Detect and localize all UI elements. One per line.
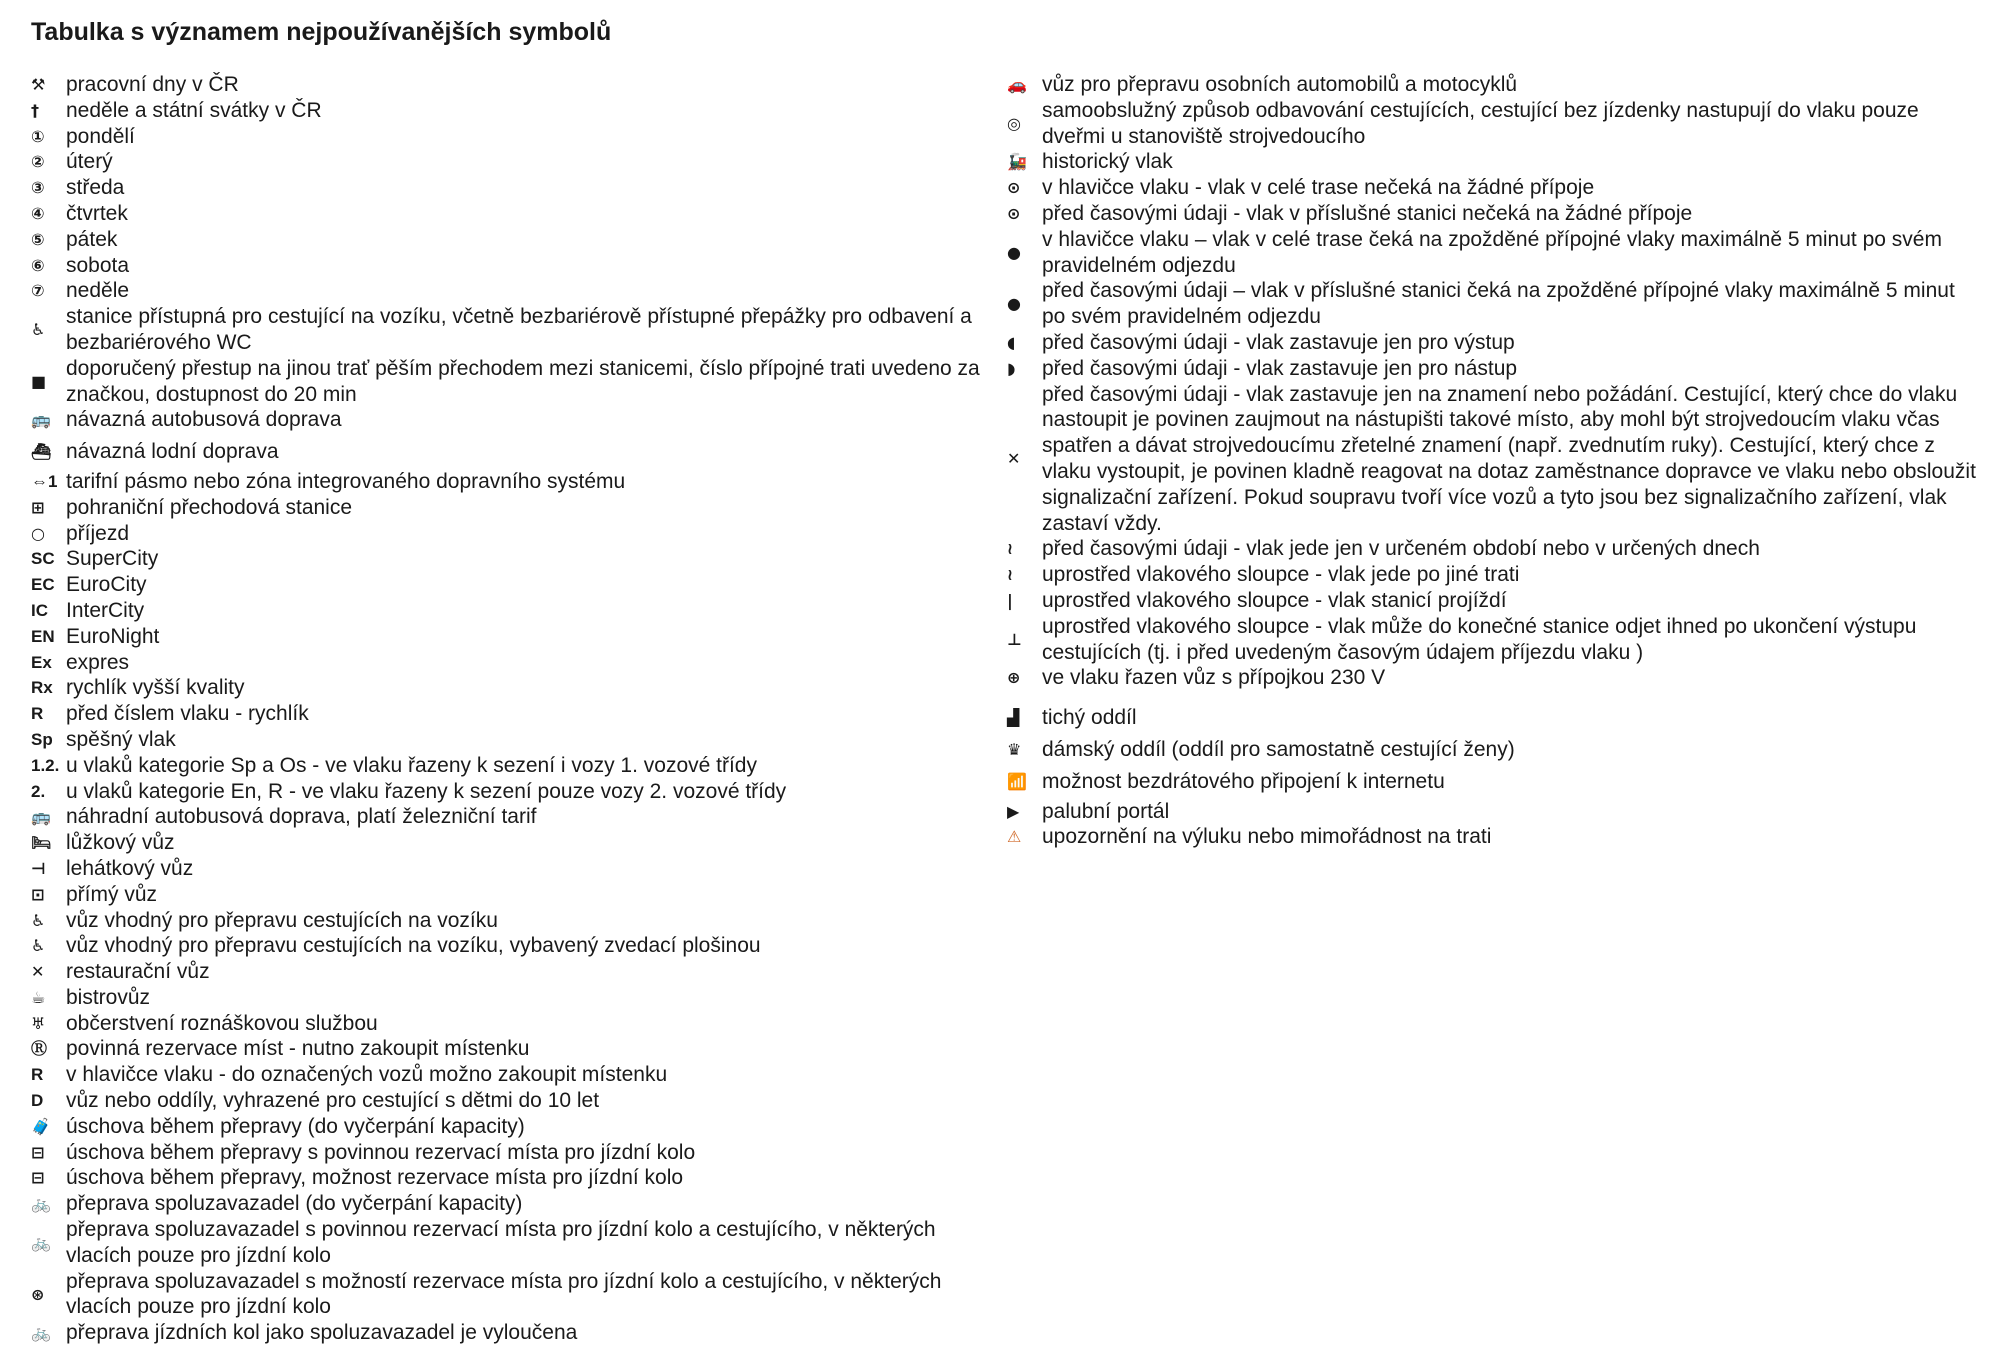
bicycle-optional-icon: ⊛ [31,1284,45,1304]
legend-item [1007,562,1982,588]
legend-item [31,882,1006,908]
legend-item-text: přeprava spoluzavazadel (do vyčerpání kapacity) [66,1192,523,1216]
legend-item [31,1217,1006,1269]
legend-item-text: návazná autobusová doprava [66,408,342,432]
express-icon: Ex [31,652,52,672]
page-title: Tabulka s významem nejpoužívanějších symbolů [31,18,612,46]
bistro-icon: ☕ [31,987,46,1007]
legend-item-text: občerstvení roznáškovou službou [66,1011,378,1035]
sp-icon: Sp [31,729,53,749]
legend-item-text: přímý vůz [66,882,158,906]
legend-item [31,779,1006,805]
legend-item [31,1088,1006,1114]
legend-item [31,1114,1006,1140]
legend-item-text: upozornění na výluku nebo mimořádnost na trati [1042,825,1492,849]
restaurant-icon: ✕ [31,962,45,982]
legend-item-text: před časovými údaji – vlak v příslušné stanici čeká na zpožděné přípojné vlaky maximálně 5 minut po svém pravidelném odjezdu [1042,279,1955,329]
legend-item [31,253,1006,279]
legend-item [1007,588,1982,614]
legend-item-text: SuperCity [66,547,159,571]
legend-item [1007,614,1982,666]
legend-item-text: lehátkový vůz [66,856,194,880]
legend-item-text: návazná lodní doprava [66,440,279,464]
legend-item-text: u vlaků kategorie Sp a Os - ve vlaku řazeny k sezení i vozy 1. vozové třídy [66,753,757,777]
bus-icon: 🚌 [31,410,51,430]
legend-item-text: u vlaků kategorie En, R - ve vlaku řazeny k sezení pouze vozy 2. vozové třídy [66,779,787,803]
alight-only-icon: ◖ [1007,332,1016,352]
legend-item-text: bistrovůz [66,985,151,1009]
legend-item [31,1062,1006,1088]
legend-item [31,1036,1006,1062]
legend-item [31,175,1006,201]
circled-6-icon: ⑥ [31,255,45,275]
legend-item-text: EuroNight [66,624,160,648]
luggage-bike-mandatory-icon: ⊟ [31,1142,45,1162]
legend-item [31,675,1006,701]
legend-item-text: před časovými údaji - vlak v příslušné stanici nečeká na žádné přípoje [1042,201,1693,225]
legend-item [1007,72,1982,98]
legend-item-text: před časovými údaji - vlak zastavuje jen pro výstup [1042,330,1515,354]
legend-item-text: pohraniční přechodová stanice [66,495,353,519]
legend-column-right [1007,72,1982,850]
supercity-icon: SC [31,549,55,569]
legend-item-text: vůz pro přepravu osobních automobilů a motocyklů [1042,73,1518,96]
tariff-zone-icon: ⇔1 [31,471,58,491]
legend-item [31,1269,1006,1321]
warning-icon: ⚠ [1007,827,1022,847]
legend-item [31,278,1006,304]
legend-item-text: vůz vhodný pro přepravu cestujících na vozíku [66,908,498,932]
legend-item-text: příjezd [66,521,130,545]
class-1-2-icon: 1.2. [31,755,60,775]
legend-item-text: před číslem vlaku - rychlík [66,702,309,726]
legend-item [31,1191,1006,1217]
children-d-icon: D [31,1091,44,1111]
reservation-r-icon: R [31,1065,44,1085]
legend-item-text: pondělí [66,124,135,148]
legend-item-text: přeprava jízdních kol jako spoluzavazadel je vyloučena [66,1321,578,1345]
legend-item-text: před časovými údaji - vlak zastavuje jen na znamení nebo požádání. Cestující, který chce do vlaku nastoupit je povinen zaujmout na nástupišti takové místo, aby mohl být strojvedoucím vlaku včas spatřen a dávat strojvedoucímu zřetelné znamení (např. zvednutím ruky). Cestující, který chce z vlaku vystoupit, je povinen kladně reagovat na dotaz zaměstnance dopravce ve vlaku nebo obsloužit signalizační zařízení. Pokud soupravu tvoří více vozů a tyto jsou bez signalizačního zařízení, vlak zastaví vždy. [1042,382,1976,535]
legend-item-text: stanice přístupná pro cestující na vozíku, včetně bezbariérově přístupné přepážky pro odbavení a bezbariérového WC [66,305,972,354]
legend-item [31,124,1006,150]
luggage-bike-optional-icon: ⊟ [31,1168,45,1188]
legend-item-text: sobota [66,253,130,277]
legend-item [1007,665,1982,691]
legend-item-text: povinná rezervace míst - nutno zakoupit místenku [66,1037,530,1061]
legend-item [31,753,1006,779]
legend-item [31,1011,1006,1037]
hammer-pick-icon: ⚒ [31,75,46,94]
through-car-icon: ⊡ [31,884,45,904]
quiet-compartment-icon: ▟ [1007,708,1020,728]
r-icon: R [31,704,44,724]
wait-header-icon: ● [1007,242,1021,262]
legend-item [31,830,1006,856]
legend-item-text: pracovní dny v ČR [66,73,239,96]
legend-item-text: přeprava spoluzavazadel s možností rezervace místa pro jízdní kolo a cestujícího, v některých vlacích pouze pro jízdní kolo [66,1269,942,1319]
legend-item-text: přeprava spoluzavazadel s povinnou rezervací místa pro jízdní kolo a cestujícího, v některých vlacích pouze pro jízdní kolo [66,1218,936,1267]
legend-item-text: palubní portál [1042,799,1170,823]
legend-item [31,624,1006,650]
circled-4-icon: ④ [31,203,45,223]
legend-item [31,933,1006,959]
legend-item [31,469,1006,495]
legend-item-text: ve vlaku řazen vůz s přípojkou 230 V [1042,666,1386,690]
legend-item [31,201,1006,227]
rx-icon: Rx [31,678,53,698]
legend-item-text: úschova během přepravy (do vyčerpání kapacity) [66,1114,525,1138]
legend-item [31,356,1006,408]
legend-item-text: uprostřed vlakového sloupce - vlak může do konečné stanice odjet ihned po ukončení výstupu cestujících (tj. i před uvedeným časovým údajem příjezdu vlaku ) [1042,614,1917,664]
legend-item [31,727,1006,753]
legend-item [31,856,1006,882]
wheelchair-lift-icon: ♿ [31,936,46,956]
legend-item [31,804,1006,830]
circled-3-icon: ③ [31,178,45,198]
legend-item-text: spěšný vlak [66,727,176,751]
legend-item-text: expres [66,650,130,674]
legend-item [31,908,1006,934]
no-wait-station-icon: ⊙ [1007,203,1021,223]
legend-item-text: tichý oddíl [1042,706,1137,730]
circled-5-icon: ⑤ [31,229,45,249]
legend-item-text: historický vlak [1042,150,1173,174]
legend-item [31,407,1006,433]
legend-item [31,304,1006,356]
legend-item [31,149,1006,175]
legend-item-text: neděle a státní svátky v ČR [66,98,322,122]
eurocity-icon: EC [31,575,55,595]
legend-item [1007,98,1982,150]
legend-column-left [31,72,1006,1346]
ladies-compartment-icon: ♛ [1007,739,1022,759]
legend-item [1007,382,1982,537]
no-wait-header-icon: ⊙ [1007,178,1021,198]
legend-item [1007,175,1982,201]
bicycle-mandatory-icon: 🚲 [31,1232,51,1252]
legend-item [31,495,1006,521]
legend-item-text: v hlavičce vlaku - do označených vozů možno zakoupit místenku [66,1063,668,1087]
legend-item-text: neděle [66,279,130,303]
legend-item [1007,278,1982,330]
legend-item [31,701,1006,727]
legend-item [31,598,1006,624]
request-stop-icon: ✕ [1007,449,1021,469]
mandatory-reservation-icon: Ⓡ [31,1039,48,1059]
legend-item [1007,737,1982,763]
legend-item [31,98,1006,124]
legend-item [31,959,1006,985]
circled-2-icon: ② [31,152,45,172]
trolley-service-icon: ♅ [31,1013,46,1033]
cross-icon: † [31,100,39,120]
legend-item [31,521,1006,547]
legend-item-text: dámský oddíl (oddíl pro samostatně cestující ženy) [1042,737,1515,761]
legend-item [1007,330,1982,356]
legend-item-text: uprostřed vlakového sloupce - vlak jede po jiné trati [1042,563,1520,587]
wheelchair-icon: ♿ [31,320,46,340]
legend-item [1007,769,1982,795]
wifi-icon: 📶 [1007,771,1027,791]
passes-through-icon: | [1007,590,1013,610]
luggage-icon: 🧳 [31,1116,51,1136]
onboard-portal-icon: ▶ [1007,801,1020,821]
legend-item-text: úschova během přepravy s povinnou rezervací místa pro jízdní kolo [66,1140,696,1164]
legend-item [31,546,1006,572]
legend-item [1007,149,1982,175]
other-route-icon: ≀ [1007,565,1013,585]
board-only-icon: ◗ [1007,358,1016,378]
legend-item-text: doporučený přestup na jinou trať pěším přechodem mezi stanicemi, číslo přípojné trati uvedeno za značkou, dostupnost do 20 min [66,356,980,406]
early-departure-icon: ⊥ [1007,629,1022,649]
ship-icon: ⛴ [31,442,52,462]
circle-arrival-icon: ○ [31,523,45,543]
legend-item [1007,356,1982,382]
legend-item [31,1320,1006,1346]
legend-item [31,72,1006,98]
legend-item-text: rychlík vyšší kvality [66,676,245,700]
legend-item [1007,705,1982,731]
couchette-car-icon: ⊣ [31,858,46,878]
bicycle-icon: 🚲 [31,1194,51,1214]
wheelchair-car-icon: ♿ [31,910,46,930]
legend-item-text: vůz nebo oddíly, vyhrazené pro cestující s dětmi do 10 let [66,1089,600,1113]
car-transport-icon: 🚗 [1007,75,1027,94]
legend-item-text: úschova během přepravy, možnost rezervace místa pro jízdní kolo [66,1166,684,1190]
legend-item-text: čtvrtek [66,201,128,225]
legend-item-text: InterCity [66,598,145,622]
black-square-icon: ■ [31,371,47,391]
circled-7-icon: ⑦ [31,281,45,301]
legend-item-text: náhradní autobusová doprava, platí železniční tarif [66,805,537,829]
legend-item-text: samoobslužný způsob odbavování cestujících, cestující bez jízdenky nastupují do vlaku pouze dveřmi u stanoviště strojvedoucího [1042,98,1919,148]
legend-item-text: pátek [66,227,118,251]
wait-station-icon: ● [1007,294,1021,314]
historic-train-icon: 🚂 [1007,152,1027,172]
circled-1-icon: ① [31,126,45,146]
legend-item-text: uprostřed vlakového sloupce - vlak stanicí projíždí [1042,588,1507,612]
legend-item [31,439,1006,465]
legend-item-text: vůz vhodný pro přepravu cestujících na vozíku, vybavený zvedací plošinou [66,934,761,958]
class-2-icon: 2. [31,781,46,801]
legend-item [1007,536,1982,562]
legend-item-text: restaurační vůz [66,960,210,984]
legend-item [31,572,1006,598]
legend-item-text: možnost bezdrátového připojení k internetu [1042,769,1445,793]
legend-item [1007,799,1982,825]
legend-item-text: v hlavičce vlaku – vlak v celé trase čeká na zpožděné přípojné vlaky maximálně 5 minut po svém pravidelném odjezdu [1042,227,1942,277]
legend-item [1007,824,1982,850]
euronight-icon: EN [31,626,55,646]
legend-item [1007,227,1982,279]
legend-item-text: středa [66,176,125,200]
legend-item-text: tarifní pásmo nebo zóna integrovaného dopravního systému [66,469,626,493]
legend-item [31,227,1006,253]
legend-item [31,650,1006,676]
power-socket-icon: ⊕ [1007,668,1021,688]
legend-item-text: v hlavičce vlaku - vlak v celé trase nečeká na žádné přípoje [1042,176,1595,200]
legend-item [1007,201,1982,227]
legend-item-text: před časovými údaji - vlak zastavuje jen pro nástup [1042,356,1518,380]
border-station-icon: ⊞ [31,497,45,517]
intercity-icon: IC [31,600,48,620]
legend-item [31,1165,1006,1191]
bicycle-excluded-icon: 🚲 [31,1323,51,1343]
legend-item-text: úterý [66,150,113,174]
legend-item-text: před časovými údaji - vlak jede jen v určeném období nebo v určených dnech [1042,537,1760,561]
legend-item-text: lůžkový vůz [66,831,175,855]
replacement-bus-icon: 🚌 [31,807,51,827]
legend-item-text: EuroCity [66,573,147,597]
self-service-icon: ◎ [1007,113,1021,133]
legend-item [31,985,1006,1011]
limited-days-icon: ≀ [1007,539,1013,559]
sleeper-car-icon: 🛏 [31,833,52,853]
legend-item [31,1140,1006,1166]
